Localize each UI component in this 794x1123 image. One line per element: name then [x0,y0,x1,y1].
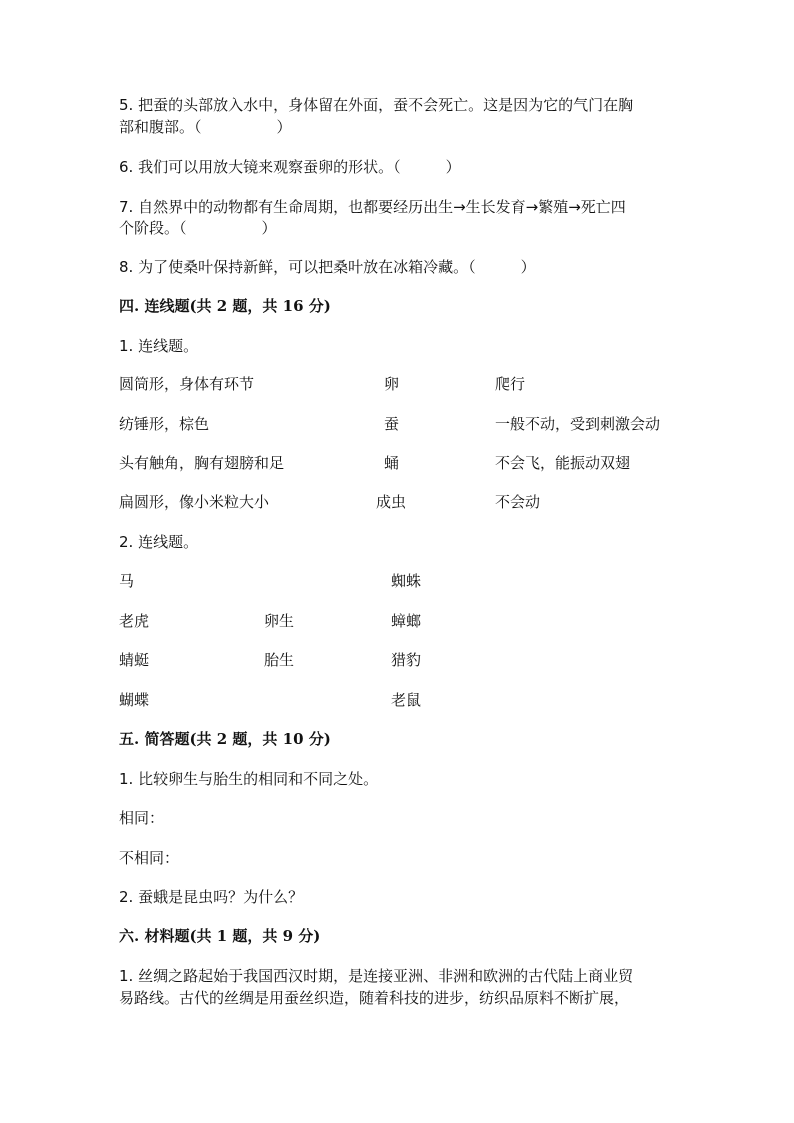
answer-different-label: 不相同： [119,849,180,867]
matching-question-2-title: 2. 连线题。 [119,533,199,551]
match2-row1-left: 马 [119,572,135,590]
match1-row4-left: 扁圆形，像小米粒大小 [119,493,270,511]
match2-row3-middle: 胎生 [264,651,295,669]
match2-row2-middle: 卵生 [264,612,295,630]
match2-row3-left: 蜻蜓 [119,651,150,669]
question-8: 8. 为了使桑叶保持新鲜，可以把桑叶放在冰箱冷藏。（ ） [119,258,536,276]
question-7-line-1: 7. 自然界中的动物都有生命周期，也都要经历出生→生长发育→繁殖→死亡四 [119,198,626,216]
match1-row3-middle: 蛹 [384,454,400,472]
match1-row3-right: 不会飞，能振动双翅 [495,454,631,472]
section-4-heading: 四. 连线题(共 2 题，共 16 分) [119,297,331,315]
material-question-1-line-1: 1. 丝绸之路起始于我国西汉时期，是连接亚洲、非洲和欧洲的古代陆上商业贸 [119,967,634,985]
question-6: 6. 我们可以用放大镜来观察蚕卵的形状。（ ） [119,158,461,176]
match1-row2-left: 纺锤形，棕色 [119,415,210,433]
match2-row2-right: 蟑螂 [391,612,422,630]
section-6-heading: 六. 材料题(共 1 题，共 9 分) [119,927,321,945]
question-7-line-2: 个阶段。（ ） [119,219,277,237]
match2-row4-left: 蝴蝶 [119,691,150,709]
match2-row1-right: 蜘蛛 [391,572,422,590]
short-answer-question-1: 1. 比较卵生与胎生的相同和不同之处。 [119,770,379,788]
match1-row4-middle: 成虫 [376,493,407,511]
question-5-line-2: 部和腹部。（ ） [119,118,292,136]
match1-row3-left: 头有触角，胸有翅膀和足 [119,454,285,472]
answer-same-label: 相同： [119,809,165,827]
match1-row1-middle: 卵 [384,375,400,393]
section-5-heading: 五. 简答题(共 2 题，共 10 分) [119,730,331,748]
match2-row2-left: 老虎 [119,612,150,630]
match1-row4-right: 不会动 [495,493,541,511]
match1-row1-left: 圆筒形，身体有环节 [119,375,255,393]
match1-row2-middle: 蚕 [384,415,400,433]
question-5-line-1: 5. 把蚕的头部放入水中，身体留在外面，蚕不会死亡。这是因为它的气门在胸 [119,96,634,114]
material-question-1-line-2: 易路线。古代的丝绸是用蚕丝织造，随着科技的进步，纺织品原料不断扩展， [119,989,630,1007]
match1-row2-right: 一般不动，受到刺激会动 [495,415,661,433]
match2-row3-right: 猎豹 [391,651,422,669]
short-answer-question-2: 2. 蚕蛾是昆虫吗？为什么？ [119,888,304,906]
matching-question-1-title: 1. 连线题。 [119,337,199,355]
match1-row1-right: 爬行 [495,375,526,393]
match2-row4-right: 老鼠 [391,691,422,709]
